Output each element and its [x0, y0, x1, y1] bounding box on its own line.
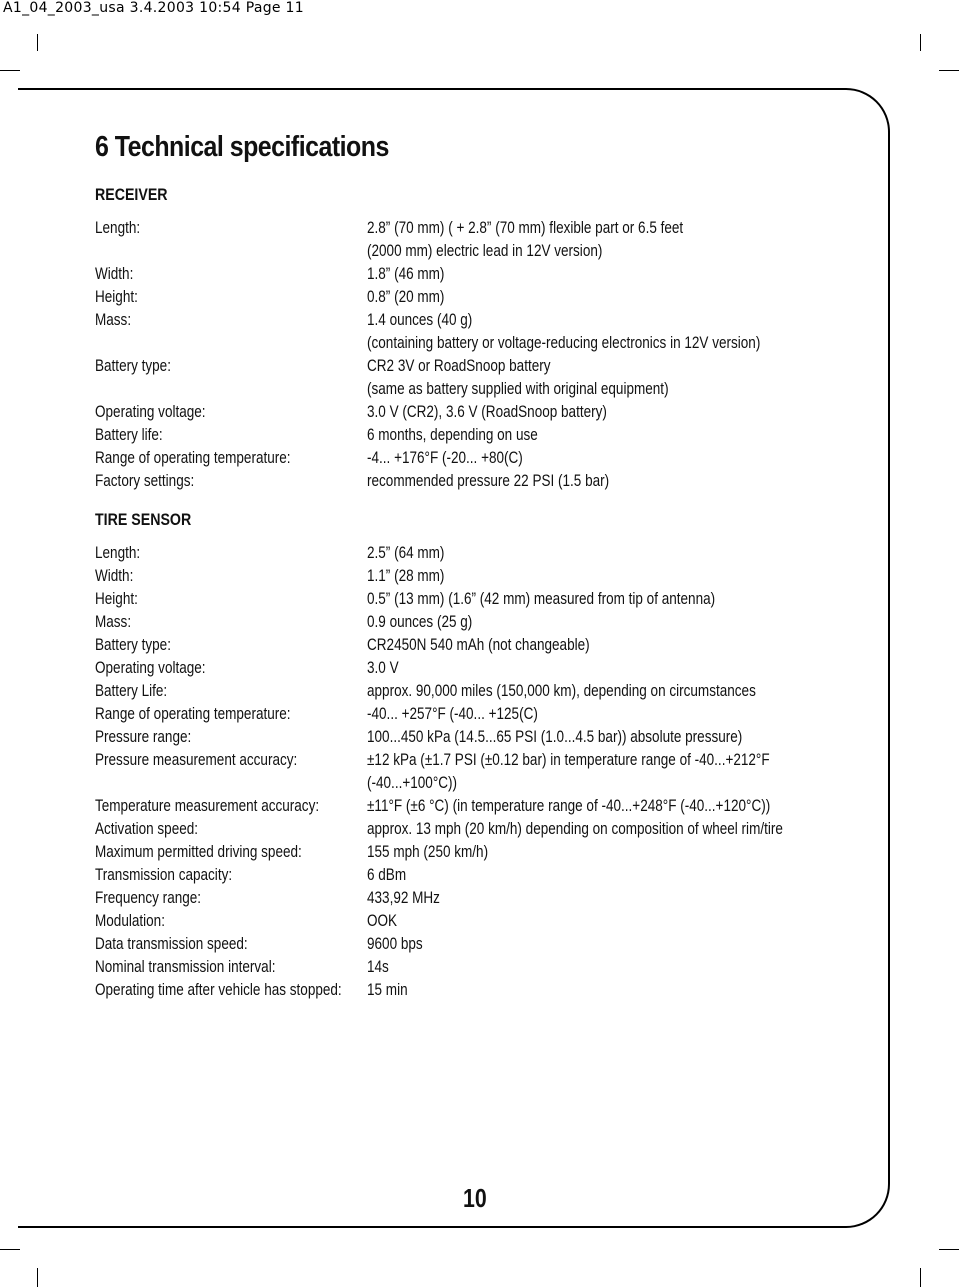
spec-row [95, 309, 855, 355]
spec-row [95, 795, 855, 818]
spec-row [95, 634, 855, 657]
spec-row [95, 263, 855, 286]
spec-row [95, 703, 855, 726]
spec-row [95, 401, 855, 424]
spec-value: -4... +176°F (-20... +80(C) [367, 449, 523, 467]
crop-mark [37, 1268, 38, 1287]
spec-row [95, 355, 855, 401]
receiver-spec-list [95, 217, 855, 493]
crop-mark [920, 34, 921, 51]
spec-value: -40... +257°F (-40... +125(C) [367, 705, 538, 723]
spec-row [95, 447, 855, 470]
spec-label: Operating voltage: [95, 403, 206, 421]
spec-value: ±12 kPa (±1.7 PSI (±0.12 bar) in temperature range of -40...+212°F [367, 751, 770, 769]
spec-row [95, 542, 855, 565]
spec-value: 433,92 MHz [367, 889, 440, 907]
crop-mark [920, 1268, 921, 1287]
spec-label: Operating voltage: [95, 659, 206, 677]
spec-label: Pressure measurement accuracy: [95, 751, 298, 769]
spec-value-continued: (-40...+100°C)) [367, 774, 458, 792]
spec-label: Length: [95, 544, 141, 562]
crop-mark [0, 1249, 20, 1250]
spec-label: Maximum permitted driving speed: [95, 843, 302, 861]
spec-row [95, 979, 855, 1002]
spec-row [95, 933, 855, 956]
page-number: 10 [463, 1183, 487, 1213]
spec-value: ±11°F (±6 °C) (in temperature range of -40...+248°F (-40...+120°C)) [367, 797, 771, 815]
spec-label: Factory settings: [95, 472, 195, 490]
spec-label: Operating time after vehicle has stopped: [95, 981, 342, 999]
spec-row [95, 956, 855, 979]
spec-value-continued: (same as battery supplied with original equipment) [367, 380, 669, 398]
spec-row [95, 726, 855, 749]
spec-value: 9600 bps [367, 935, 423, 953]
spec-value: approx. 90,000 miles (150,000 km), depending on circumstances [367, 682, 756, 700]
crop-mark [939, 1249, 959, 1250]
page-title: 6 Technical specifications [95, 131, 389, 163]
spec-row [95, 286, 855, 309]
spec-value: CR2450N 540 mAh (not changeable) [367, 636, 590, 654]
crop-mark [939, 70, 959, 71]
spec-row [95, 841, 855, 864]
spec-row [95, 611, 855, 634]
section-heading-tire-sensor: TIRE SENSOR [95, 511, 192, 529]
spec-label: Range of operating temperature: [95, 705, 291, 723]
spec-value: 6 months, depending on use [367, 426, 538, 444]
spec-row [95, 749, 855, 795]
spec-value: 0.5” (13 mm) (1.6” (42 mm) measured from tip of antenna) [367, 590, 716, 608]
spec-label: Range of operating temperature: [95, 449, 291, 467]
spec-row [95, 657, 855, 680]
spec-row [95, 818, 855, 841]
spec-value: 0.8” (20 mm) [367, 288, 445, 306]
spec-value: 1.4 ounces (40 g) [367, 311, 473, 329]
spec-value: OOK [367, 912, 398, 930]
spec-label: Mass: [95, 613, 132, 631]
spec-value: 15 min [367, 981, 408, 999]
spec-value: 1.1” (28 mm) [367, 567, 445, 585]
spec-row [95, 565, 855, 588]
spec-value: 2.5” (64 mm) [367, 544, 445, 562]
spec-value: 155 mph (250 km/h) [367, 843, 489, 861]
spec-label: Nominal transmission interval: [95, 958, 276, 976]
spec-label: Battery type: [95, 357, 171, 375]
crop-mark [37, 34, 38, 51]
spec-row [95, 588, 855, 611]
spec-label: Mass: [95, 311, 132, 329]
spec-value-continued: (containing battery or voltage-reducing electronics in 12V version) [367, 334, 761, 352]
spec-label: Length: [95, 219, 141, 237]
spec-value: 100...450 kPa (14.5...65 PSI (1.0...4.5 bar)) absolute pressure) [367, 728, 743, 746]
spec-value: CR2 3V or RoadSnoop battery [367, 357, 551, 375]
spec-value: 3.0 V [367, 659, 399, 677]
spec-label: Frequency range: [95, 889, 202, 907]
spec-row [95, 680, 855, 703]
spec-label: Battery type: [95, 636, 171, 654]
spec-value: 6 dBm [367, 866, 407, 884]
spec-row [95, 470, 855, 493]
spec-value: 0.9 ounces (25 g) [367, 613, 473, 631]
spec-value: 1.8” (46 mm) [367, 265, 445, 283]
spec-label: Height: [95, 288, 138, 306]
spec-label: Modulation: [95, 912, 165, 930]
spec-row [95, 864, 855, 887]
spec-label: Battery Life: [95, 682, 168, 700]
spec-row [95, 910, 855, 933]
spec-value: approx. 13 mph (20 km/h) depending on composition of wheel rim/tire [367, 820, 783, 838]
spec-label: Data transmission speed: [95, 935, 248, 953]
spec-label: Width: [95, 567, 134, 585]
spec-value-continued: (2000 mm) electric lead in 12V version) [367, 242, 603, 260]
crop-mark [0, 70, 20, 71]
spec-value: recommended pressure 22 PSI (1.5 bar) [367, 472, 610, 490]
section-heading-receiver: RECEIVER [95, 186, 168, 204]
spec-value: 3.0 V (CR2), 3.6 V (RoadSnoop battery) [367, 403, 607, 421]
spec-label: Transmission capacity: [95, 866, 233, 884]
spec-label: Battery life: [95, 426, 163, 444]
spec-label: Temperature measurement accuracy: [95, 797, 320, 815]
spec-value: 14s [367, 958, 389, 976]
spec-value: 2.8” (70 mm) ( + 2.8” (70 mm) flexible part or 6.5 feet [367, 219, 684, 237]
spec-row [95, 887, 855, 910]
spec-label: Pressure range: [95, 728, 192, 746]
spec-label: Activation speed: [95, 820, 199, 838]
spec-label: Height: [95, 590, 138, 608]
spec-row [95, 217, 855, 263]
print-slug: A1_04_2003_usa 3.4.2003 10:54 Page 11 [3, 0, 304, 16]
tire-sensor-spec-list [95, 542, 855, 1002]
spec-label: Width: [95, 265, 134, 283]
spec-row [95, 424, 855, 447]
